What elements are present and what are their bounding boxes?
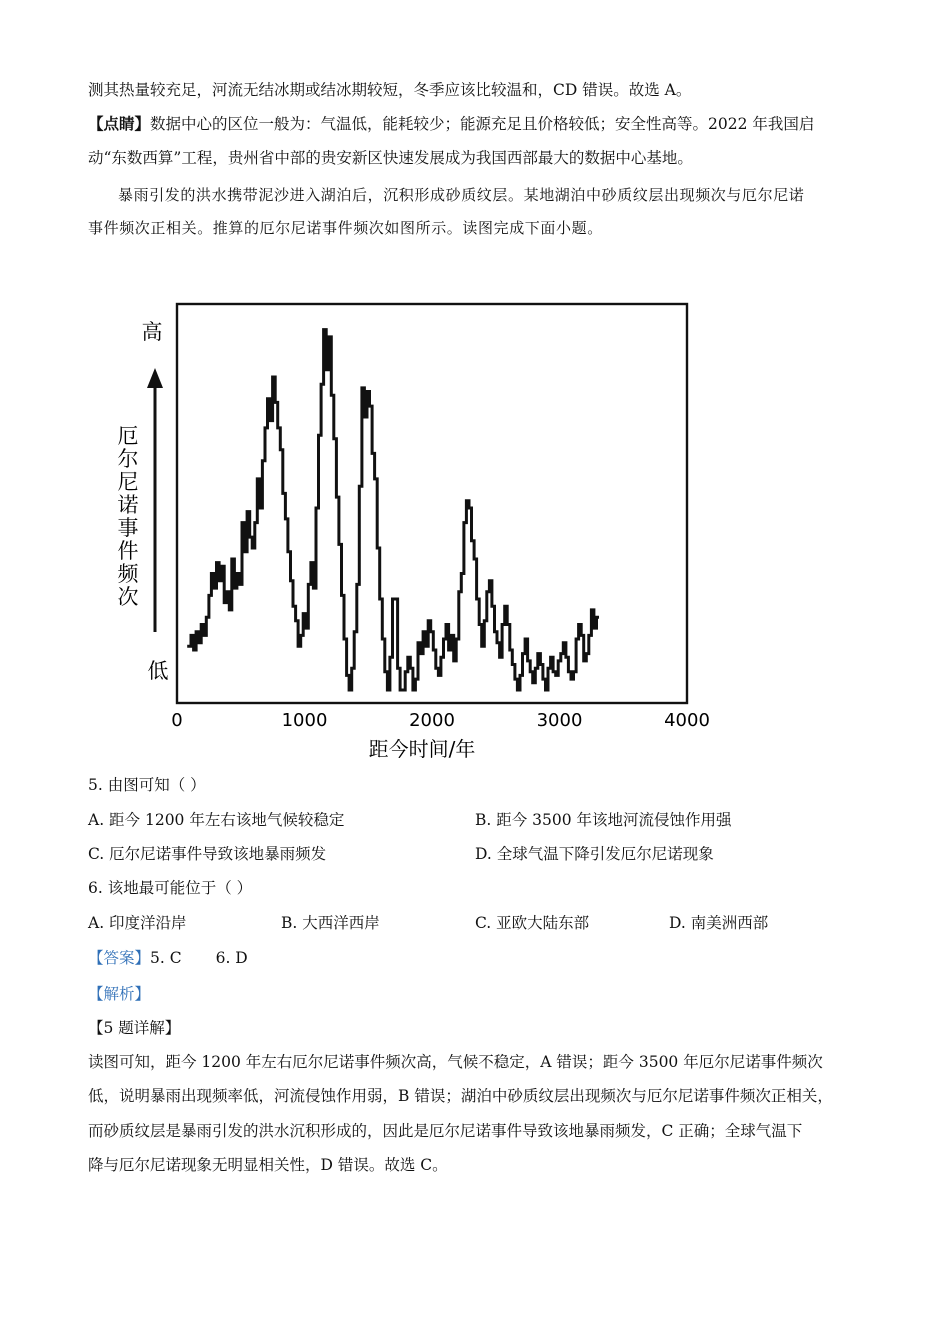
x-tick-label: 2000 bbox=[409, 710, 455, 731]
y-axis-label-char: 厄 bbox=[117, 424, 139, 448]
series-line-elnino bbox=[187, 330, 599, 690]
x-tick-label: 1000 bbox=[281, 710, 328, 731]
q5-option-d: D. 全球气温下降引发厄尔尼诺现象 bbox=[475, 845, 714, 863]
q5-option-c: C. 厄尔尼诺事件导致该地暴雨频发 bbox=[88, 845, 327, 863]
q6-option-a: A. 印度洋沿岸 bbox=[88, 914, 187, 932]
y-axis-label-char: 频 bbox=[117, 562, 139, 586]
y-axis-label bbox=[118, 424, 140, 609]
q5-detail-tag: 【5 题详解】 bbox=[88, 1019, 181, 1037]
q6-option-d: D. 南美洲西部 bbox=[669, 914, 769, 932]
y-axis-label-char: 次 bbox=[117, 585, 139, 609]
x-tick-label: 3000 bbox=[536, 710, 583, 731]
q6-stem: 6. 该地最可能位于（ ） bbox=[88, 879, 253, 897]
dianjing-tag: 【点睛】 bbox=[88, 114, 151, 133]
q5-option-a: A. 距今 1200 年左右该地气候较稳定 bbox=[88, 811, 345, 829]
analysis-line-2: 低，说明暴雨出现频率低，河流侵蚀作用弱，B 错误；湖泊中砂质纹层出现频次与厄尔尼诺事件频次正相关， bbox=[88, 1087, 833, 1105]
y-low-label: 低 bbox=[147, 659, 169, 683]
x-tick-label: 4000 bbox=[664, 710, 710, 731]
intro-line-1: 暴雨引发的洪水携带泥沙进入湖泊后，沉积形成砂质纹层。某地湖泊中砂质纹层出现频次与厄尔尼诺 bbox=[118, 186, 805, 204]
x-axis-label: 距今时间/年 bbox=[368, 737, 476, 761]
analysis-line-4: 降与厄尔尼诺现象无明显相关性，D 错误。故选 C。 bbox=[88, 1156, 448, 1174]
elnino-frequency-chart bbox=[110, 290, 720, 770]
dianjing-text: 数据中心的区位一般为：气温低，能耗较少；能源充足且价格较低；安全性高等。2022 年我国启 bbox=[150, 115, 815, 133]
x-tick-labels bbox=[171, 710, 710, 731]
analysis-line-3: 而砂质纹层是暴雨引发的洪水沉积形成的，因此是厄尔尼诺事件导致该地暴雨频发，C 正确；全球气温下 bbox=[88, 1122, 803, 1140]
y-axis-label-char: 尼 bbox=[117, 470, 139, 494]
analysis-line-1: 读图可知，距今 1200 年左右厄尔尼诺事件频次高，气候不稳定，A 错误；距今 3500 年厄尔尼诺事件频次 bbox=[88, 1053, 823, 1071]
q5-option-b: B. 距今 3500 年该地河流侵蚀作用强 bbox=[475, 811, 732, 829]
passage-line-3: 动“东数西算”工程，贵州省中部的贵安新区快速发展成为我国西部最大的数据中心基地。 bbox=[88, 149, 693, 167]
q6-option-c: C. 亚欧大陆东部 bbox=[475, 914, 590, 932]
analysis-tag: 【解析】 bbox=[88, 985, 151, 1003]
answer-5: 5. C bbox=[150, 949, 182, 967]
q5-stem: 5. 由图可知（ ） bbox=[88, 776, 206, 794]
q6-option-b: B. 大西洋西岸 bbox=[281, 914, 380, 932]
dianjing-line bbox=[88, 113, 814, 135]
y-axis-label-char: 诺 bbox=[117, 493, 139, 517]
answer-line bbox=[88, 947, 248, 969]
y-high-label: 高 bbox=[141, 320, 163, 344]
answer-6: 6. D bbox=[215, 949, 248, 967]
y-arrow-head bbox=[147, 368, 163, 388]
passage-line-1: 测其热量较充足，河流无结冰期或结冰期较短，冬季应该比较温和，CD 错误。故选 A。 bbox=[88, 81, 692, 99]
y-axis-label-char: 件 bbox=[117, 539, 139, 563]
intro-line-2: 事件频次正相关。推算的厄尔尼诺事件频次如图所示。读图完成下面小题。 bbox=[88, 219, 603, 237]
x-tick-label: 0 bbox=[171, 710, 183, 731]
y-axis-label-char: 尔 bbox=[117, 447, 139, 471]
answer-tag: 【答案】 bbox=[88, 949, 151, 967]
y-axis-label-char: 事 bbox=[117, 516, 139, 540]
